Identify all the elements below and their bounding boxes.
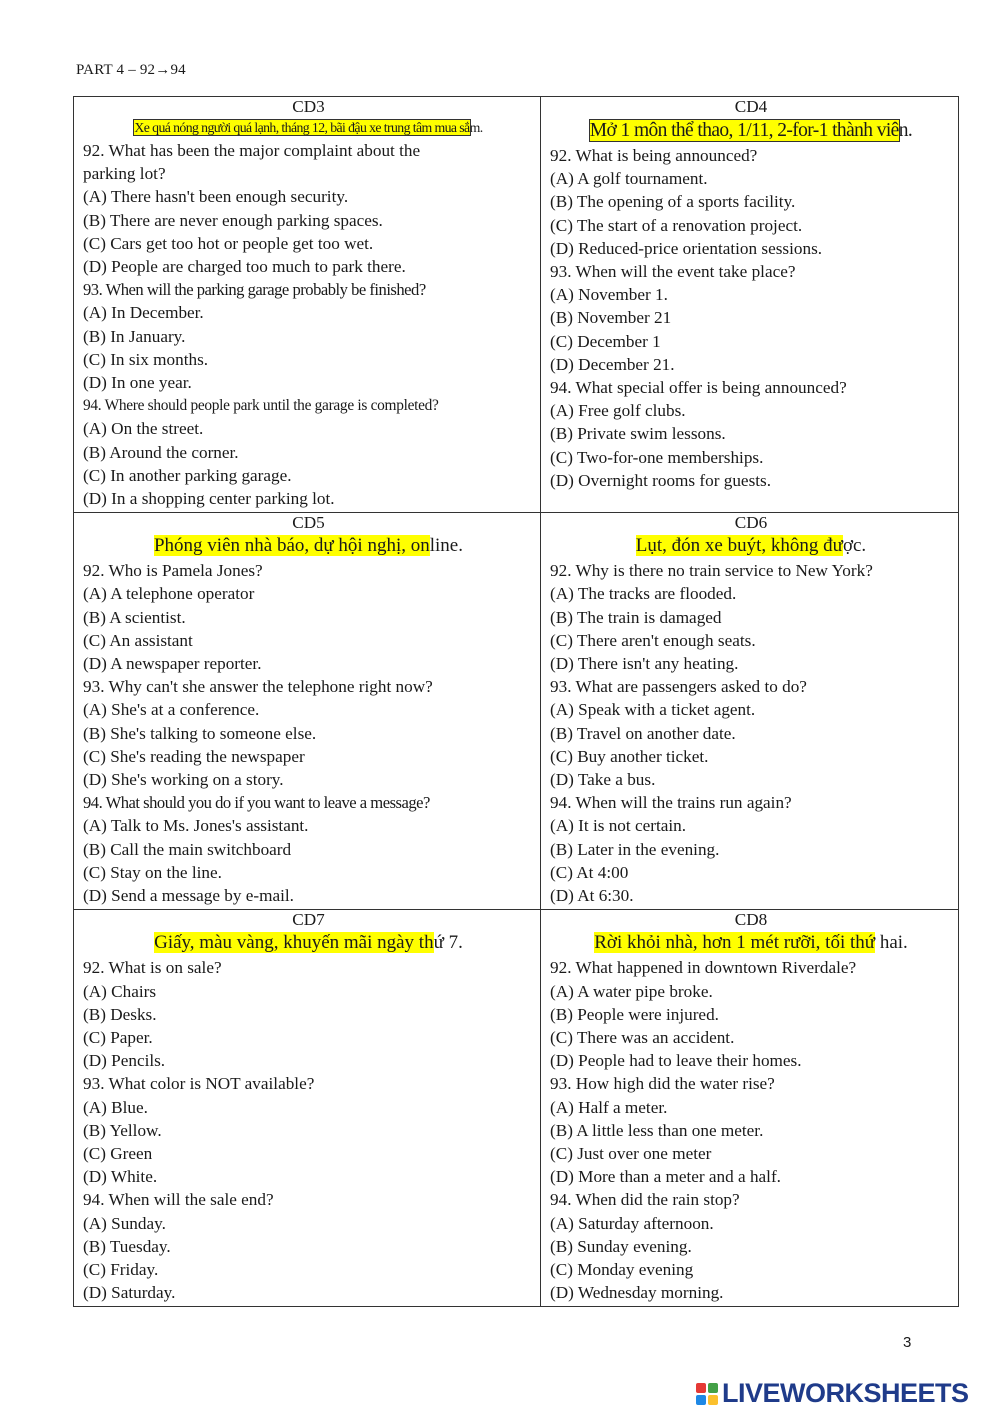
answer-option: (B) Sunday evening. (550, 1236, 692, 1256)
watermark-text: LIVEWORKSHEETS (722, 1378, 969, 1408)
answer-option: (D) Take a bus. (550, 770, 656, 790)
answer-option: (A) A telephone operator (83, 584, 255, 604)
cd8-cell (541, 910, 959, 1307)
answer-option: (C) At 4:00 (550, 862, 629, 882)
cd-label: CD7 (292, 910, 325, 930)
answer-option: (D) More than a meter and a half. (550, 1167, 781, 1187)
cd3-cell (74, 97, 541, 513)
highlighted-text: Mở 1 môn thể thao, 1/11, 2-for-1 thành viê (589, 120, 899, 141)
answer-option: (D) Reduced-price orientation sessions. (550, 238, 823, 258)
answer-option: (B) Travel on another date. (550, 723, 736, 743)
answer-option: (C) In six months. (83, 349, 209, 369)
answer-option: (A) The tracks are flooded. (550, 584, 737, 604)
answer-option: (B) Call the main switchboard (83, 839, 292, 859)
question-line: 94. What special offer is being announced? (550, 378, 847, 398)
answer-option: (A) It is not certain. (550, 816, 687, 836)
answer-option: (D) At 6:30. (550, 886, 634, 906)
answer-option: (A) Chairs (83, 981, 157, 1001)
answer-option: (A) There hasn't been enough security. (83, 187, 349, 207)
answer-option: (B) Tuesday. (83, 1236, 171, 1256)
answer-option: (B) November 21 (550, 308, 672, 328)
vietnamese-note (550, 533, 952, 559)
answer-option: (C) December 1 (550, 331, 661, 351)
vietnamese-note (83, 533, 534, 559)
cd-label: CD5 (292, 513, 325, 533)
answer-option: (A) Sunday. (83, 1213, 166, 1233)
note-tail: ợc. (842, 535, 867, 557)
answer-option: (A) A golf tournament. (550, 169, 708, 189)
answer-option: (B) Private swim lessons. (550, 424, 726, 444)
answer-option: (B) Around the corner. (83, 442, 239, 462)
cd-label: CD6 (734, 513, 768, 533)
answer-option: (B) Desks. (83, 1004, 157, 1024)
vietnamese-note (550, 930, 952, 956)
answer-option: (C) An assistant (83, 630, 193, 650)
note-tail: line. (429, 535, 463, 557)
liveworksheets-logo-icon (696, 1383, 718, 1405)
answer-option: (A) Half a meter. (550, 1097, 668, 1117)
grid-row (74, 513, 959, 910)
answer-option: (A) Blue. (83, 1097, 148, 1117)
highlighted-text: Phóng viên nhà báo, dự hội nghị, on (153, 535, 430, 557)
exercise-grid (73, 96, 959, 1307)
logo-square (708, 1383, 718, 1393)
note-tail: m. (469, 120, 483, 135)
question-line: 93. How high did the water rise? (550, 1074, 775, 1094)
page-number: 3 (903, 1334, 912, 1351)
note-tail: n. (898, 120, 913, 141)
answer-option: (D) Overnight rooms for guests. (550, 470, 772, 490)
answer-option: (D) A newspaper reporter. (83, 654, 262, 674)
answer-option: (D) White. (83, 1167, 158, 1187)
highlighted-text: Xe quá nóng người quá lạnh, tháng 12, bãi đậu xe trung tâm mua sắ (134, 120, 470, 135)
answer-option: (A) In December. (83, 303, 204, 323)
answer-option: (C) In another parking garage. (83, 465, 292, 485)
question-line: 94. When did the rain stop? (550, 1190, 740, 1210)
question-line: 92. What is on sale? (83, 958, 222, 978)
logo-square (696, 1383, 706, 1393)
liveworksheets-watermark (696, 1378, 969, 1409)
answer-option: (A) Saturday afternoon. (550, 1213, 714, 1233)
question-line: 93. When will the parking garage probably be finished? (83, 280, 426, 300)
answer-option: (C) Buy another ticket. (550, 746, 709, 766)
answer-option: (A) Talk to Ms. Jones's assistant. (83, 816, 309, 836)
answer-option: (C) Two-for-one memberships. (550, 447, 764, 467)
answer-option: (D) December 21. (550, 354, 675, 374)
question-line: 94. When will the trains run again? (550, 793, 792, 813)
highlighted-text: Rời khỏi nhà, hơn 1 mét rưỡi, tối thứ (594, 932, 876, 954)
answer-option: (A) On the street. (83, 419, 204, 439)
question-line: 94. Where should people park until the garage is completed? (83, 397, 439, 415)
cd-label: CD8 (734, 910, 768, 930)
answer-option: (C) Friday. (83, 1259, 159, 1279)
answer-option: (A) She's at a conference. (83, 700, 260, 720)
answer-option: (D) People had to leave their homes. (550, 1051, 802, 1071)
question-line: 93. Why can't she answer the telephone right now? (83, 677, 433, 697)
question-line: 94. What should you do if you want to leave a message? (83, 793, 430, 813)
question-line: 94. When will the sale end? (83, 1190, 274, 1210)
highlighted-text: Lụt, đón xe buýt, không đư (635, 535, 843, 557)
question-line: parking lot? (83, 164, 166, 184)
note-tail: hai. (875, 932, 908, 954)
answer-option: (A) Speak with a ticket agent. (550, 700, 756, 720)
answer-option: (B) Yellow. (83, 1120, 162, 1140)
answer-option: (D) She's working on a story. (83, 770, 284, 790)
answer-option: (A) Free golf clubs. (550, 401, 686, 421)
answer-option: (C) Green (83, 1143, 153, 1163)
answer-option: (B) She's talking to someone else. (83, 723, 317, 743)
question-line: 92. What is being announced? (550, 146, 758, 165)
question-line: 92. Why is there no train service to New York? (550, 561, 873, 581)
answer-option: (C) Just over one meter (550, 1143, 712, 1163)
cd7-cell (74, 910, 541, 1307)
answer-option: (C) Paper. (83, 1027, 153, 1047)
question-line: 93. When will the event take place? (550, 262, 796, 282)
answer-option: (B) The opening of a sports facility. (550, 192, 796, 212)
question-line: 92. What has been the major complaint about the (83, 141, 421, 160)
vietnamese-note (550, 117, 952, 144)
grid-row (74, 910, 959, 1307)
vietnamese-note (83, 930, 534, 956)
answer-option: (C) She's reading the newspaper (83, 746, 305, 766)
cd6-cell (541, 513, 959, 910)
answer-option: (B) Later in the evening. (550, 839, 720, 859)
question-line: 93. What color is NOT available? (83, 1074, 315, 1094)
answer-option: (B) In January. (83, 326, 186, 346)
answer-option: (C) Stay on the line. (83, 862, 222, 882)
answer-option: (B) A scientist. (83, 607, 186, 627)
answer-option: (D) Wednesday morning. (550, 1283, 724, 1303)
answer-option: (A) November 1. (550, 285, 668, 305)
answer-option: (D) In one year. (83, 373, 192, 393)
answer-option: (C) Monday evening (550, 1259, 694, 1279)
highlighted-text: Giấy, màu vàng, khuyến mãi ngày th (154, 932, 434, 954)
answer-option: (C) The start of a renovation project. (550, 215, 803, 235)
question-line: 92. Who is Pamela Jones? (83, 561, 263, 581)
page-header: PART 4 – 92→94 (76, 62, 186, 78)
vietnamese-note (83, 117, 534, 139)
answer-option: (C) There was an accident. (550, 1027, 735, 1047)
answer-option: (B) The train is damaged (550, 607, 722, 627)
answer-option: (A) A water pipe broke. (550, 981, 713, 1001)
answer-option: (D) Send a message by e-mail. (83, 886, 294, 906)
answer-option: (D) People are charged too much to park there. (83, 257, 406, 277)
cd-label: CD4 (734, 97, 768, 116)
question-line: 93. What are passengers asked to do? (550, 677, 807, 697)
note-tail: ứ 7. (433, 932, 463, 954)
answer-option: (D) There isn't any heating. (550, 654, 739, 674)
answer-option: (D) Pencils. (83, 1051, 166, 1071)
answer-option: (D) Saturday. (83, 1283, 176, 1303)
cd-label: CD3 (292, 97, 325, 116)
logo-square (708, 1395, 718, 1405)
answer-option: (B) A little less than one meter. (550, 1120, 764, 1140)
answer-option: (B) There are never enough parking spaces. (83, 210, 383, 230)
answer-option: (C) Cars get too hot or people get too wet. (83, 233, 374, 253)
grid-row (74, 97, 959, 513)
question-line: 92. What happened in downtown Riverdale? (550, 958, 857, 978)
answer-option: (B) People were injured. (550, 1004, 719, 1024)
cd4-cell (541, 97, 959, 513)
answer-option: (C) There aren't enough seats. (550, 630, 756, 650)
answer-option: (D) In a shopping center parking lot. (83, 489, 335, 509)
logo-square (696, 1395, 706, 1405)
cd5-cell (74, 513, 541, 910)
